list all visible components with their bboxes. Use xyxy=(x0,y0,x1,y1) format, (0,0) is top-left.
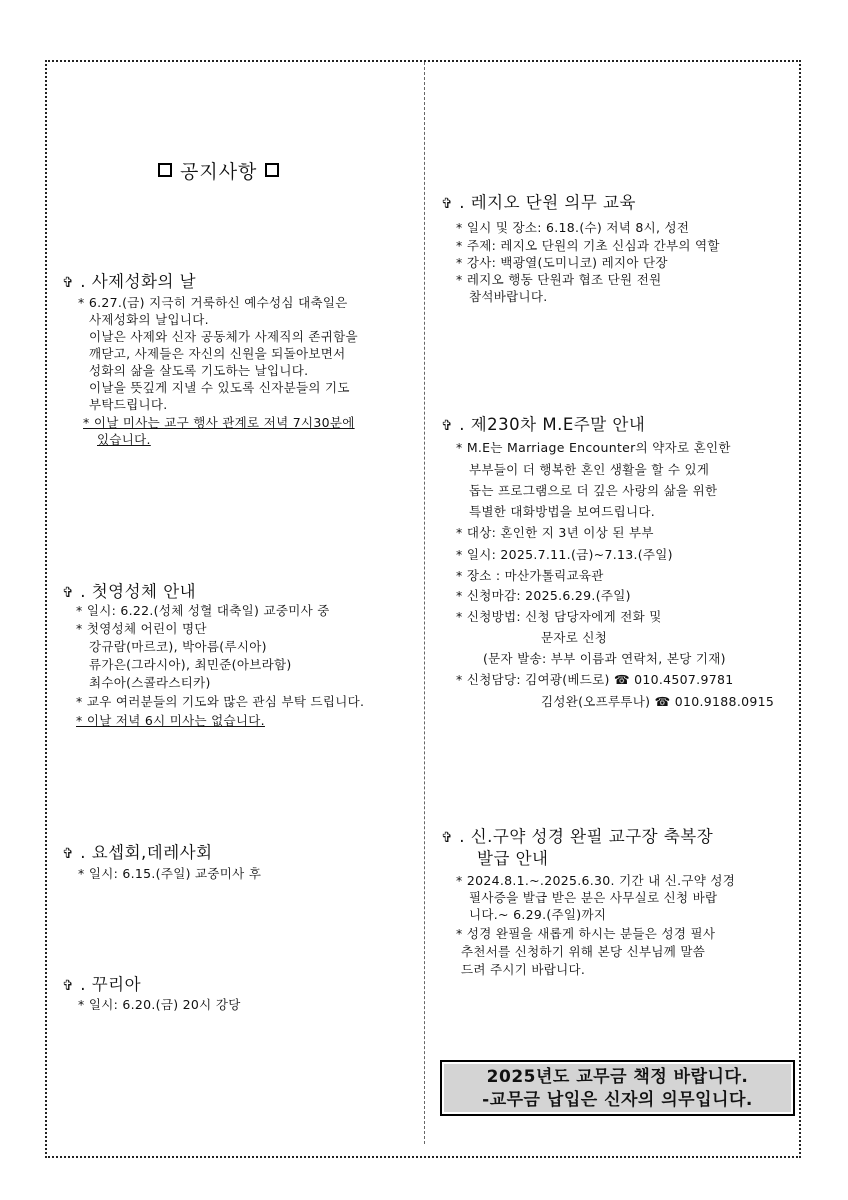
section-heading-bible-transcription: ✞ . 신.구약 성경 완필 교구장 축복장 xyxy=(441,827,714,846)
cross-icon: ✞ xyxy=(441,418,454,434)
text-line: 특별한 대화방법을 보여드립니다. xyxy=(469,504,656,519)
text-line: * 일시: 2025.7.11.(금)~7.13.(주일) xyxy=(456,547,673,562)
text-line: 이날을 뜻깊게 지낼 수 있도록 신자분들의 기도 xyxy=(89,380,350,395)
text-line: * 신청담당: 김여광(베드로) ☎ 010.4507.9781 xyxy=(456,672,734,687)
text-line: * 첫영성체 어린이 명단 xyxy=(76,621,207,636)
text-line-underlined: 있습니다. xyxy=(97,432,151,447)
text-line-underlined: * 이날 미사는 교구 행사 관계로 저녁 7시30분에 xyxy=(83,415,355,430)
text-line: 김성완(오프루투나) ☎ 010.9188.0915 xyxy=(541,694,775,709)
text-line: 최수아(스콜라스티카) xyxy=(89,675,211,690)
text-line: 이날은 사제와 신자 공동체가 사제직의 존귀함을 xyxy=(89,329,358,344)
section-heading-line2: 발급 안내 xyxy=(477,849,549,868)
text-line: * 신청마감: 2025.6.29.(주일) xyxy=(456,588,631,603)
section-heading-curia: ✞ . 꾸리아 xyxy=(62,975,142,994)
text-line-underlined: * 이날 저녁 6시 미사는 없습니다. xyxy=(76,713,265,728)
section-heading-me-weekend: ✞ . 제230차 M.E주말 안내 xyxy=(441,415,646,434)
text-line: 사제성화의 날입니다. xyxy=(89,312,209,327)
text-line: 돕는 프로그램으로 더 깊은 사랑의 삶을 위한 xyxy=(469,483,718,498)
text-line: * 일시: 6.22.(성체 성혈 대축일) 교중미사 중 xyxy=(76,603,330,618)
cross-icon: ✞ xyxy=(62,978,75,994)
text-line: (문자 발송: 부부 이름과 연락처, 본당 기재) xyxy=(483,651,726,666)
cross-icon: ✞ xyxy=(441,830,454,846)
text-line: * 성경 완필을 새롭게 하시는 분들은 성경 필사 xyxy=(456,926,716,941)
text-line: * 일시: 6.20.(금) 20시 강당 xyxy=(78,997,241,1012)
cross-icon: ✞ xyxy=(62,846,75,862)
section-heading-priest-day: ✞ . 사제성화의 날 xyxy=(62,272,197,291)
section-heading-first-communion: ✞ . 첫영성체 안내 xyxy=(62,582,197,601)
text-line: * M.E는 Marriage Encounter의 약자로 혼인한 xyxy=(456,440,731,455)
text-line: * 2024.8.1.~.2025.6.30. 기간 내 신.구약 성경 xyxy=(456,873,736,888)
text-line: * 6.27.(금) 지극히 거룩하신 예수성심 대축일은 xyxy=(78,295,348,310)
text-line: * 장소 : 마산가톨릭교육관 xyxy=(456,568,604,583)
text-line: * 대상: 혼인한 지 3년 이상 된 부부 xyxy=(456,525,654,540)
text-line: 니다.~ 6.29.(주일)까지 xyxy=(469,907,607,922)
text-line: * 주제: 레지오 단원의 기초 신심과 간부의 역할 xyxy=(456,238,720,253)
text-line: 부탁드립니다. xyxy=(89,397,168,412)
cross-icon: ✞ xyxy=(441,196,454,212)
text-line: * 교우 여러분들의 기도와 많은 관심 부탁 드립니다. xyxy=(76,694,365,709)
text-line: 부부들이 더 행복한 혼인 생활을 할 수 있게 xyxy=(469,462,710,477)
square-bullet-icon xyxy=(158,163,172,177)
notice-line: 2025년도 교무금 책정 바랍니다. xyxy=(486,1067,749,1087)
cross-icon: ✞ xyxy=(62,585,75,601)
text-line: 류가은(그라시아), 최민준(아브라함) xyxy=(89,657,292,672)
text-line: * 일시: 6.15.(주일) 교중미사 후 xyxy=(78,866,262,881)
text-line: 문자로 신청 xyxy=(541,630,608,645)
text-line: 성화의 삶을 살도록 기도하는 날입니다. xyxy=(89,363,309,378)
text-line: 깨닫고, 사제들은 자신의 신원을 되돌아보면서 xyxy=(89,346,346,361)
text-line: * 레지오 행동 단원과 협조 단원 전원 xyxy=(456,272,662,287)
square-bullet-icon xyxy=(265,163,279,177)
cross-icon: ✞ xyxy=(62,275,75,291)
text-line: * 강사: 백광열(도미니코) 레지아 단장 xyxy=(456,255,668,270)
text-line: * 일시 및 장소: 6.18.(수) 저녁 8시, 성전 xyxy=(456,220,690,235)
text-line: 추천서를 신청하기 위해 본당 신부님께 말씀 xyxy=(461,944,706,959)
text-line: 드려 주시기 바랍니다. xyxy=(461,962,586,977)
text-line: 필사증을 발급 받은 분은 사무실로 신청 바랍 xyxy=(469,890,718,905)
text-line: * 신청방법: 신청 담당자에게 전화 및 xyxy=(456,609,662,624)
column-divider xyxy=(424,62,425,1144)
section-heading-legio-education: ✞ . 레지오 단원 의무 교육 xyxy=(441,193,636,212)
section-heading-joseph-teresa: ✞ . 요셉회,데레사회 xyxy=(62,843,213,862)
text-line: 강규람(마르코), 박아름(루시아) xyxy=(89,639,267,654)
notice-line: -교무금 납입은 신자의 의무입니다. xyxy=(482,1090,753,1110)
text-line: 참석바랍니다. xyxy=(469,289,548,304)
page-title: 공지사항 xyxy=(150,157,287,184)
donation-notice-box xyxy=(440,1060,795,1116)
